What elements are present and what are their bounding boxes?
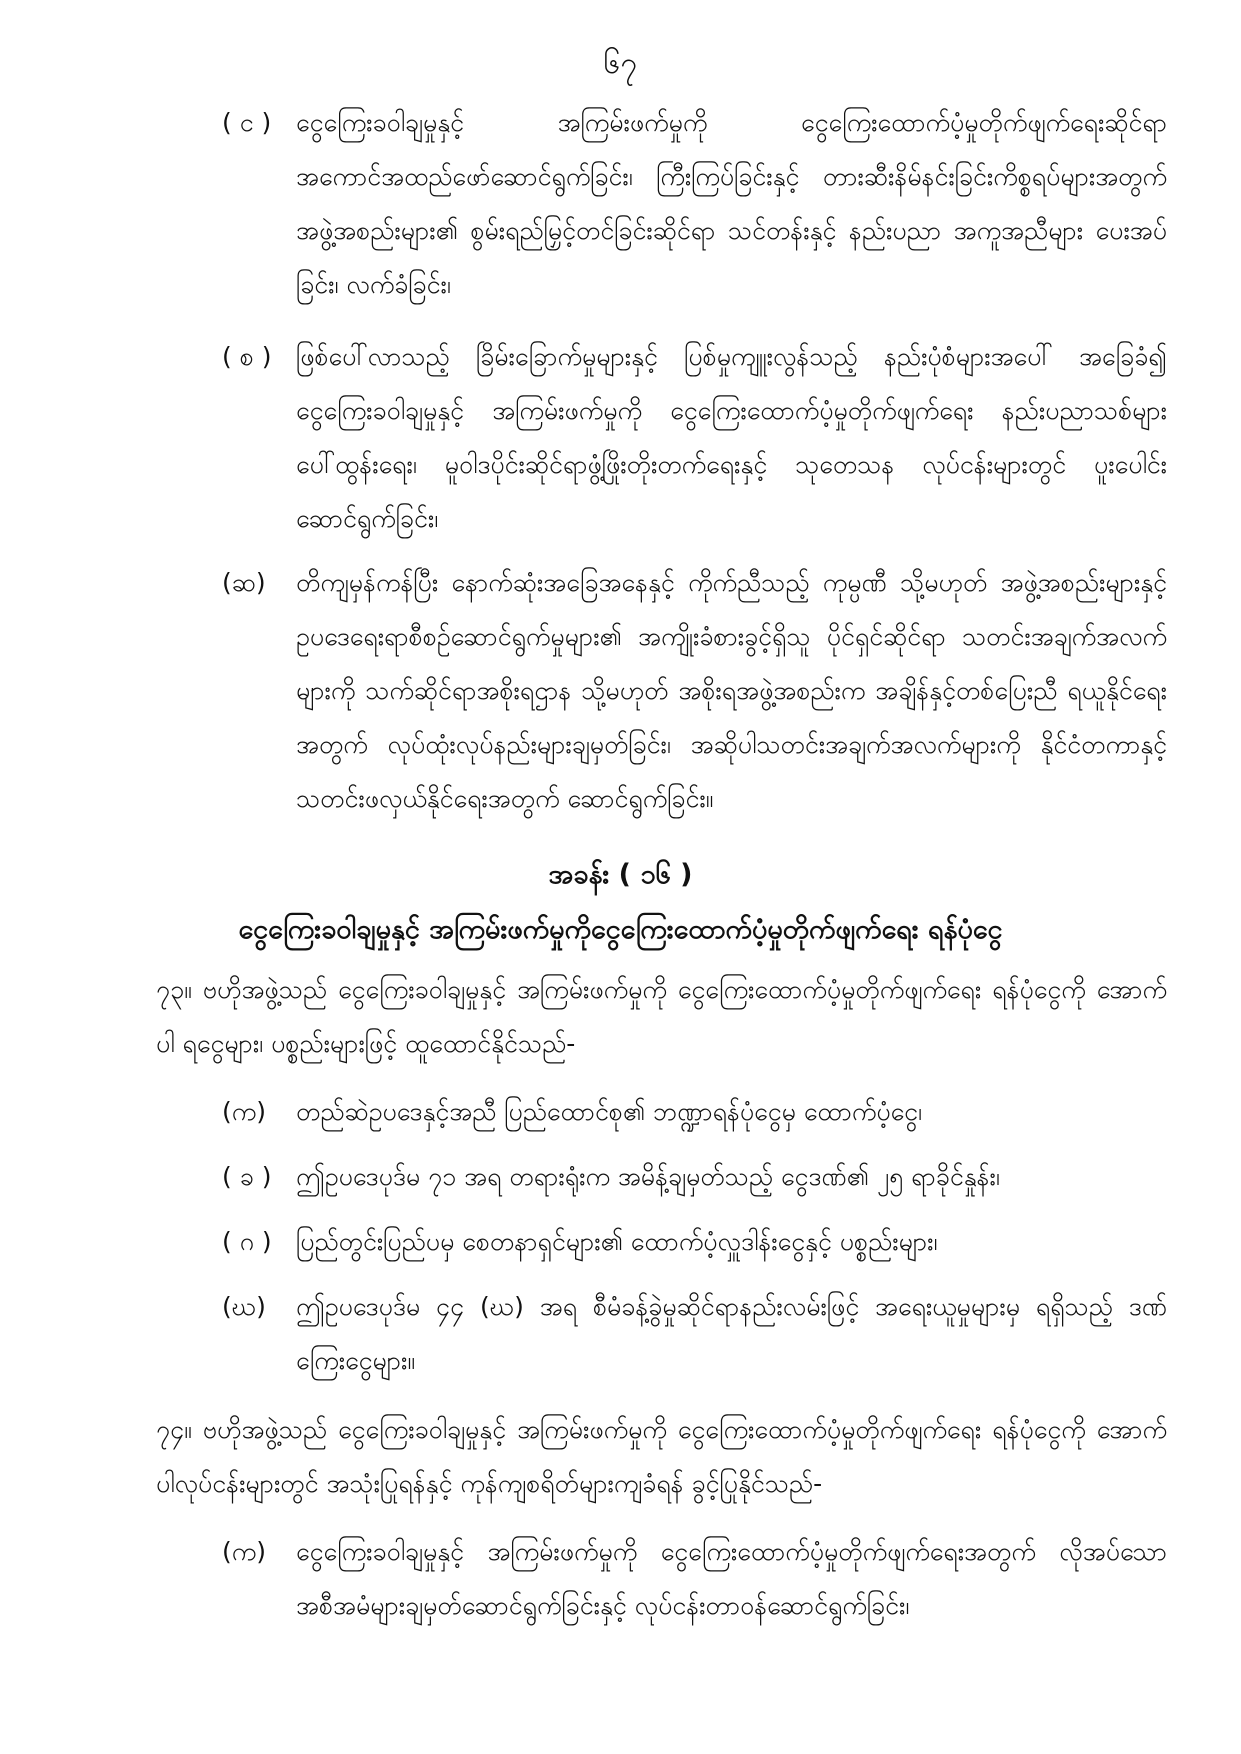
list-item bbox=[222, 1215, 1167, 1269]
item-text: ဖြစ်ပေါ်လာသည့် ခြိမ်းခြောက်မှုများနှင့် ပြစ်မှုကျူးလွန်သည့် နည်းပုံစံများအပေါ် အခြေခံ၍ ငွေကြေးခဝါချမှုနှင့် အကြမ်းဖက်မှုကို ငွေကြေးထောက်ပံ့မှုတိုက်ဖျက်ရေး နည်းပညာသစ်များပေါ်ထွန်းရေး၊ မူဝါဒပိုင်းဆိုင်ရာဖွံ့ဖြိုးတိုးတက်ရေးနှင့် သုတေသန လုပ်ငန်းများတွင် ပူးပေါင်းဆောင်ရွက်ခြင်း၊ bbox=[296, 342, 1167, 533]
item-label: (ဃ) bbox=[222, 1292, 266, 1321]
item-text: ဤဥပဒေပုဒ်မ ၄၄ (ဃ) အရ စီမံခန့်ခွဲမှုဆိုင်ရာနည်းလမ်းဖြင့် အရေးယူမှုများမှ ရရှိသည့် ဒဏ်ကြေးငွေများ။ bbox=[296, 1292, 1167, 1375]
item-label: (က) bbox=[222, 1097, 266, 1126]
chapter-title: ငွေကြေးခဝါချမှုနှင့် အကြမ်းဖက်မှုကိုငွေကြေးထောက်ပံ့မှုတိုက်ဖျက်ရေး ရန်ပုံငွေ bbox=[238, 914, 1003, 945]
item-text: တိကျမှန်ကန်ပြီး နောက်ဆုံးအခြေအနေနှင့် ကိုက်ညီသည့် ကုမ္ပဏီ သို့မဟုတ် အဖွဲ့အစည်းများနှင့် ဥပဒေရေးရာစီစဉ်ဆောင်ရွက်မှုများ၏ အကျိုးခံစားခွင့်ရှိသူ ပိုင်ရှင်ဆိုင်ရာ သတင်းအချက်အလက်များကို သက်ဆိုင်ရာအစိုးရဌာန သို့မဟုတ် အစိုးရအဖွဲ့အစည်းက အချိန်နှင့်တစ်ပြေးညီ ရယူနိုင်ရေးအတွက် လုပ်ထုံးလုပ်နည်းများချမှတ်ခြင်း၊ အဆိုပါသတင်းအချက်အလက်များကို နိုင်ငံတကာနှင့် သတင်းဖလှယ်နိုင်ရေးအတွက် ဆောင်ရွက်ခြင်း။ bbox=[296, 568, 1167, 813]
item-text: ပြည်တွင်းပြည်ပမှ စေတနာရှင်များ၏ ထောက်ပံ့လှူဒါန်းငွေနှင့် ပစ္စည်းများ၊ bbox=[296, 1227, 938, 1256]
item-text: ငွေကြေးခဝါချမှုနှင့် အကြမ်းဖက်မှုကို ငွေကြေးထောက်ပံ့မှုတိုက်ဖျက်ရေးအတွက် လိုအပ်သော အစီအမံများချမှတ်ဆောင်ရွက်ခြင်းနှင့် လုပ်ငန်းတာဝန်ဆောင်ရွက်ခြင်း၊ bbox=[296, 1537, 1167, 1620]
item-label: (က) bbox=[222, 1537, 266, 1566]
item-label: (ဆ) bbox=[222, 568, 266, 597]
list-item bbox=[222, 330, 1167, 546]
item-label: ( င ) bbox=[222, 108, 272, 137]
list-item bbox=[222, 1280, 1167, 1388]
item-text: ဤဥပဒေပုဒ်မ ၇၁ အရ တရားရုံးက အမိန့်ချမှတ်သည့် ငွေဒဏ်၏ ၂၅ ရာခိုင်နှုန်း၊ bbox=[296, 1162, 1000, 1191]
list-item bbox=[222, 556, 1167, 826]
list-item bbox=[222, 1085, 1167, 1139]
item-label: ( ဂ ) bbox=[222, 1227, 272, 1256]
page-number: ၆၇ bbox=[603, 46, 638, 81]
list-item bbox=[222, 96, 1167, 312]
item-label: ( ခ ) bbox=[222, 1162, 272, 1191]
list-item bbox=[222, 1525, 1167, 1633]
section-74: ၇၄။ ဗဟိုအဖွဲ့သည် ငွေကြေးခဝါချမှုနှင့် အကြမ်းဖက်မှုကို ငွေကြေးထောက်ပံ့မှုတိုက်ဖျက်ရေး ရန်ပုံငွေကို အောက်ပါလုပ်ငန်းများတွင် အသုံးပြုရန်နှင့် ကုန်ကျစရိတ်များကျခံရန် ခွင့်ပြုနိုင်သည်- bbox=[156, 1415, 1167, 1498]
item-text: တည်ဆဲဥပဒေနှင့်အညီ ပြည်ထောင်စု၏ ဘဏ္ဍာရန်ပုံငွေမှ ထောက်ပံ့ငွေ၊ bbox=[296, 1097, 922, 1126]
item-label: ( စ ) bbox=[222, 342, 272, 371]
section-73: ၇၃။ ဗဟိုအဖွဲ့သည် ငွေကြေးခဝါချမှုနှင့် အကြမ်းဖက်မှုကို ငွေကြေးထောက်ပံ့မှုတိုက်ဖျက်ရေး ရန်ပုံငွေကို အောက်ပါ ရငွေများ၊ ပစ္စည်းများဖြင့် ထူထောင်နိုင်သည်- bbox=[156, 975, 1167, 1058]
chapter-number: အခန်း ( ၁၆ ) bbox=[548, 859, 693, 890]
item-text: ငွေကြေးခဝါချမှုနှင့် အကြမ်းဖက်မှုကို ငွေကြေးထောက်ပံ့မှုတိုက်ဖျက်ရေးဆိုင်ရာ အကောင်အထည်ဖော်ဆောင်ရွက်ခြင်း၊ ကြီးကြပ်ခြင်းနှင့် တားဆီးနိမ်နင်းခြင်းကိစ္စရပ်များအတွက် အဖွဲ့အစည်းများ၏ စွမ်းရည်မြှင့်တင်ခြင်းဆိုင်ရာ သင်တန်းနှင့် နည်းပညာ အကူအညီများ ပေးအပ်ခြင်း၊ လက်ခံခြင်း၊ bbox=[296, 108, 1167, 299]
list-item bbox=[222, 1150, 1167, 1204]
